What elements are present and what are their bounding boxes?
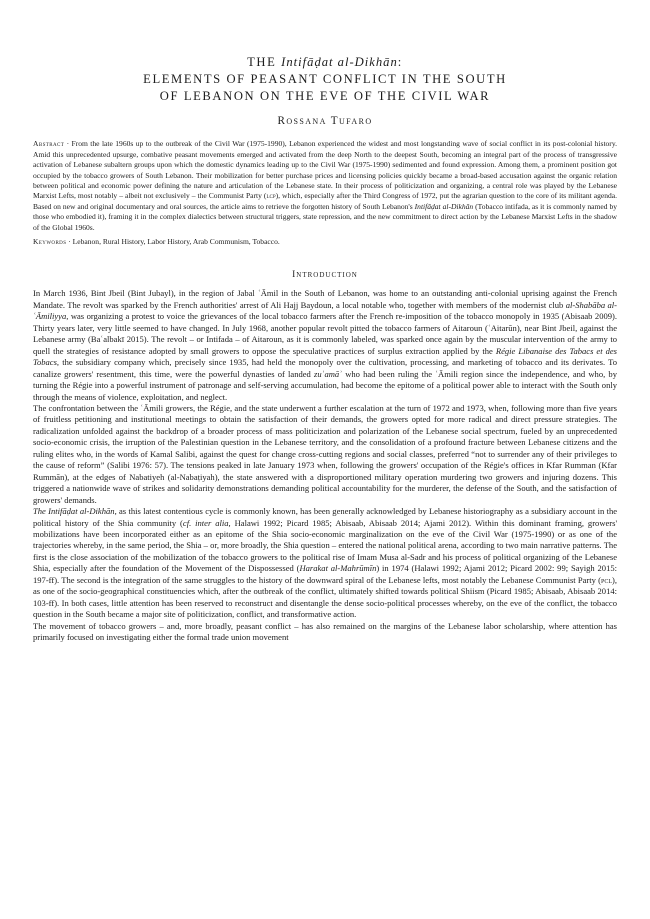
p3-text-b: , Halawi 1992; Picard 1985; Abisaab, Abisaab 2014; Ajami 2012). Within this dominant framing, growers' mobilizations have been incorporated either as an epitome of the Shia socio-economic marginalization on the eve of the Civil War (1975-1990) or as one of the trajectories whereby, in the same period, the Shia – or, more broadly, the Shia question – entered the national political arena, according to two main narrative patterns. The first is the close association of the mobilization of the tobacco growers to the political rise of Imam Musa al-Sadr and his process of political organizing of the Lebanese Shia, especially after the foundation of the Movement of the Dispossessed ( (33, 517, 617, 574)
abstract-separator: · (64, 139, 72, 149)
p3-italic-2: cf. inter alia (182, 517, 229, 528)
paragraph-1 (33, 288, 617, 403)
abstract-text-b: ), which, especially after the Third Congress of 1972, put the agrarian question to the core of its militant agenda. Based on new and original documentary and oral sources, the article aims to retrieve the forgotten history of South Lebanon's (33, 191, 617, 211)
p1-italic-1: al-Shabāba al-ʿĀmiliyya (33, 299, 617, 322)
introduction-body (33, 288, 617, 643)
paragraph-2: The confrontation between the ʿĀmili growers, the Régie, and the state underwent a further escalation at the turn of 1972 and 1973, when, following more than five years of fruitless petitioning and institutional meetings to obtain the satisfaction of their demands, the growers opted for more radical and direct pressure strategies. The radicalization unfolded against the backdrop of a broader process of mass politicization and polarization of the Lebanese social spectrum, fueled by an unprecedented socio-economic crisis, the irruption of the Palestinian question in the Lebanese territory, and the consolidation of a profound fracture between Lebanese citizens and the ruling elites who, in the words of Kamal Salibi, against the quest for change cross-cutting regions and social classes, preferred “not to surrender any of their privileges to the cause of reform” (Salibi 1976: 57). The tensions peaked in late January 1973 when, following the growers' occupation of the Régie's offices in Kfar Rumman (Kfar Rummān), at the edges of Nabatiyeh (al-Nabaṭiyah), the state answered with a disproportioned military operation murdering two growers and injuring dozens. This triggered a nationwide wave of strikes and solidarity demonstrations demanding political accountability for the murderer, the defense of the South, and the satisfaction of growers' demands. (33, 402, 617, 505)
p1-italic-3: zuʿamāʾ (314, 368, 343, 379)
title-line-1 (33, 54, 617, 71)
p1-text-a: In March 1936, Bint Jbeil (Bint Jubayl), in the region of Jabal ʿĀmil in the South of Lebanon, was home to an outstanding anti-colonial uprising against the French Mandate. The revolt was sparked by the French authorities' arrest of Ali Hajj Baydoun, a local notable who, together with members of the modernist club (33, 288, 617, 310)
p3-text-d: ), as one of the socio-geographical constituencies which, after the outbreak of the conflict, ultimately shifted towards political Shiism (Picard 1985; Abisaab, Abisaab 2014: 103-ff). In both cases, little attention has been reserved to reconstruct and disentangle the dense socio-political processes whereby, on the eve of the conflict, the tobacco question in the South became a major site of politicization, conflict, and transformative action. (33, 574, 617, 620)
p3-italic-1: The Intifāḍat al-Dikhān (33, 506, 115, 517)
keywords-label: Keywords (33, 237, 67, 247)
author-name: Rossana Tufaro (277, 115, 373, 128)
keywords (33, 237, 617, 247)
abstract-lcp: lcp (266, 191, 276, 201)
abstract-text-a: From the late 1960s up to the outbreak of the Civil War (1975-1990), Lebanon experienced the widest and most longstanding wave of social conflict in its post-colonial history. Amid this unprecedented upsurge, combative peasant movements emerged and activated from the deep North to the deepest South, becoming an integral part of the process of transgressive activation of Lebanese subaltern groups upon which the domestic dynamics leading up to the Civil War (1975-1990) sedimented and found expression. Among them, a prominent position got occupied by the tobacco growers of South Lebanon. Their mobilization for better purchase prices and licensing policies quickly became a broad-based accusation against the organic relation between political and economic power defining the nature and articulation of the Lebanese state. In their process of politicization and organizing, a central role was played by the Lebanese Marxist Lefts, most notably – albeit not exclusively – the Communist Party ( (33, 139, 617, 201)
section-heading-introduction: Introduction (292, 270, 358, 281)
title-prefix: THE (247, 55, 282, 69)
keywords-text: Lebanon, Rural History, Labor History, Arab Communism, Tobacco. (72, 237, 280, 247)
abstract (33, 139, 617, 233)
title-line-3: OF LEBANON ON THE EVE OF THE CIVIL WAR (159, 88, 491, 103)
article-title (33, 54, 617, 104)
abstract-text-c: (Tobacco intifada, as it is commonly named by those who embodied it), framing it in the complex dialectics between structural triggers, state repression, and the new commitment to direct action by the Lebanese Marxist Lefts in the shadow of the Global 1960s. (33, 201, 617, 232)
p3-text-c: ) in 1974 (Halawi 1992; Ajami 2012; Picard 2002: 99; Sayigh 2015: 197-ff). The second is the integration of the same struggles to the history of the downward spiral of the Lebanese lefts, most notably the Lebanese Communist Party ( (33, 563, 617, 585)
paragraph-4: The movement of tobacco growers – and, more broadly, peasant conflict – has also remained on the margins of the Lebanese labor scholarship, where attention has primarily focused on investigating either the formal trade union movement (33, 620, 617, 643)
title-italic: Intifāḍat al-Dikhān (281, 55, 398, 69)
p1-text-b: , was organizing a protest to voice the grievances of the local tobacco farmers after the French re-imposition of the tobacco monopoly in 1935 (Abisaab 2009). Thirty years later, very little seemed to have changed. In July 1968, another popular revolt pitted the tobacco farmers of Aitaroun (ʿAitarūn), near Bint Jbeil, against the Lebanese army (Baʿalbakī 2015). The revolt – or Intifada – of Aitaroun, as it is commonly labeled, was sparked once again by the muscular intervention of the army to quell the strategies of resistance adopted by small growers to oppose the speculative practices of surplus extraction applied by the (33, 311, 617, 356)
keywords-separator: · (66, 237, 73, 247)
article-page (33, 0, 617, 644)
abstract-italic: Intifāḍat al-Dikhān (414, 201, 474, 211)
title-line-2: ELEMENTS OF PEASANT CONFLICT IN THE SOUTH (143, 71, 507, 86)
p1-text-c: , the subsidiary company which, precisely since 1935, had held the monopoly over the cultivation, processing, and marketing of tobacco and its derivates. To canalize growers' resentment, this time, were the powerful dynasties of landed (33, 357, 617, 379)
paragraph-3 (33, 506, 617, 621)
p1-text-d: who had been ruling the ʿĀmili region since the independence, and who, by turning the Régie into a powerful instrument of patronage and self-serving accumulation, had become the epitome of a political power able to interact with the South only through the means of violence, exploitation, and neglect. (33, 368, 617, 402)
title-colon: : (397, 55, 403, 69)
p3-pcl: pcl (601, 574, 613, 585)
abstract-label: Abstract (33, 139, 65, 149)
p1-italic-2: Régie Libanaise des Tabacs et des Tobacs (33, 345, 617, 368)
p3-text-a: , as this latest contentious cycle is commonly known, has been generally acknowledged by Lebanese historiography as a subsidiary account in the political history of the Shia community ( (33, 506, 618, 528)
p3-italic-3: Harakat al-Mahrūmīn (299, 563, 377, 574)
